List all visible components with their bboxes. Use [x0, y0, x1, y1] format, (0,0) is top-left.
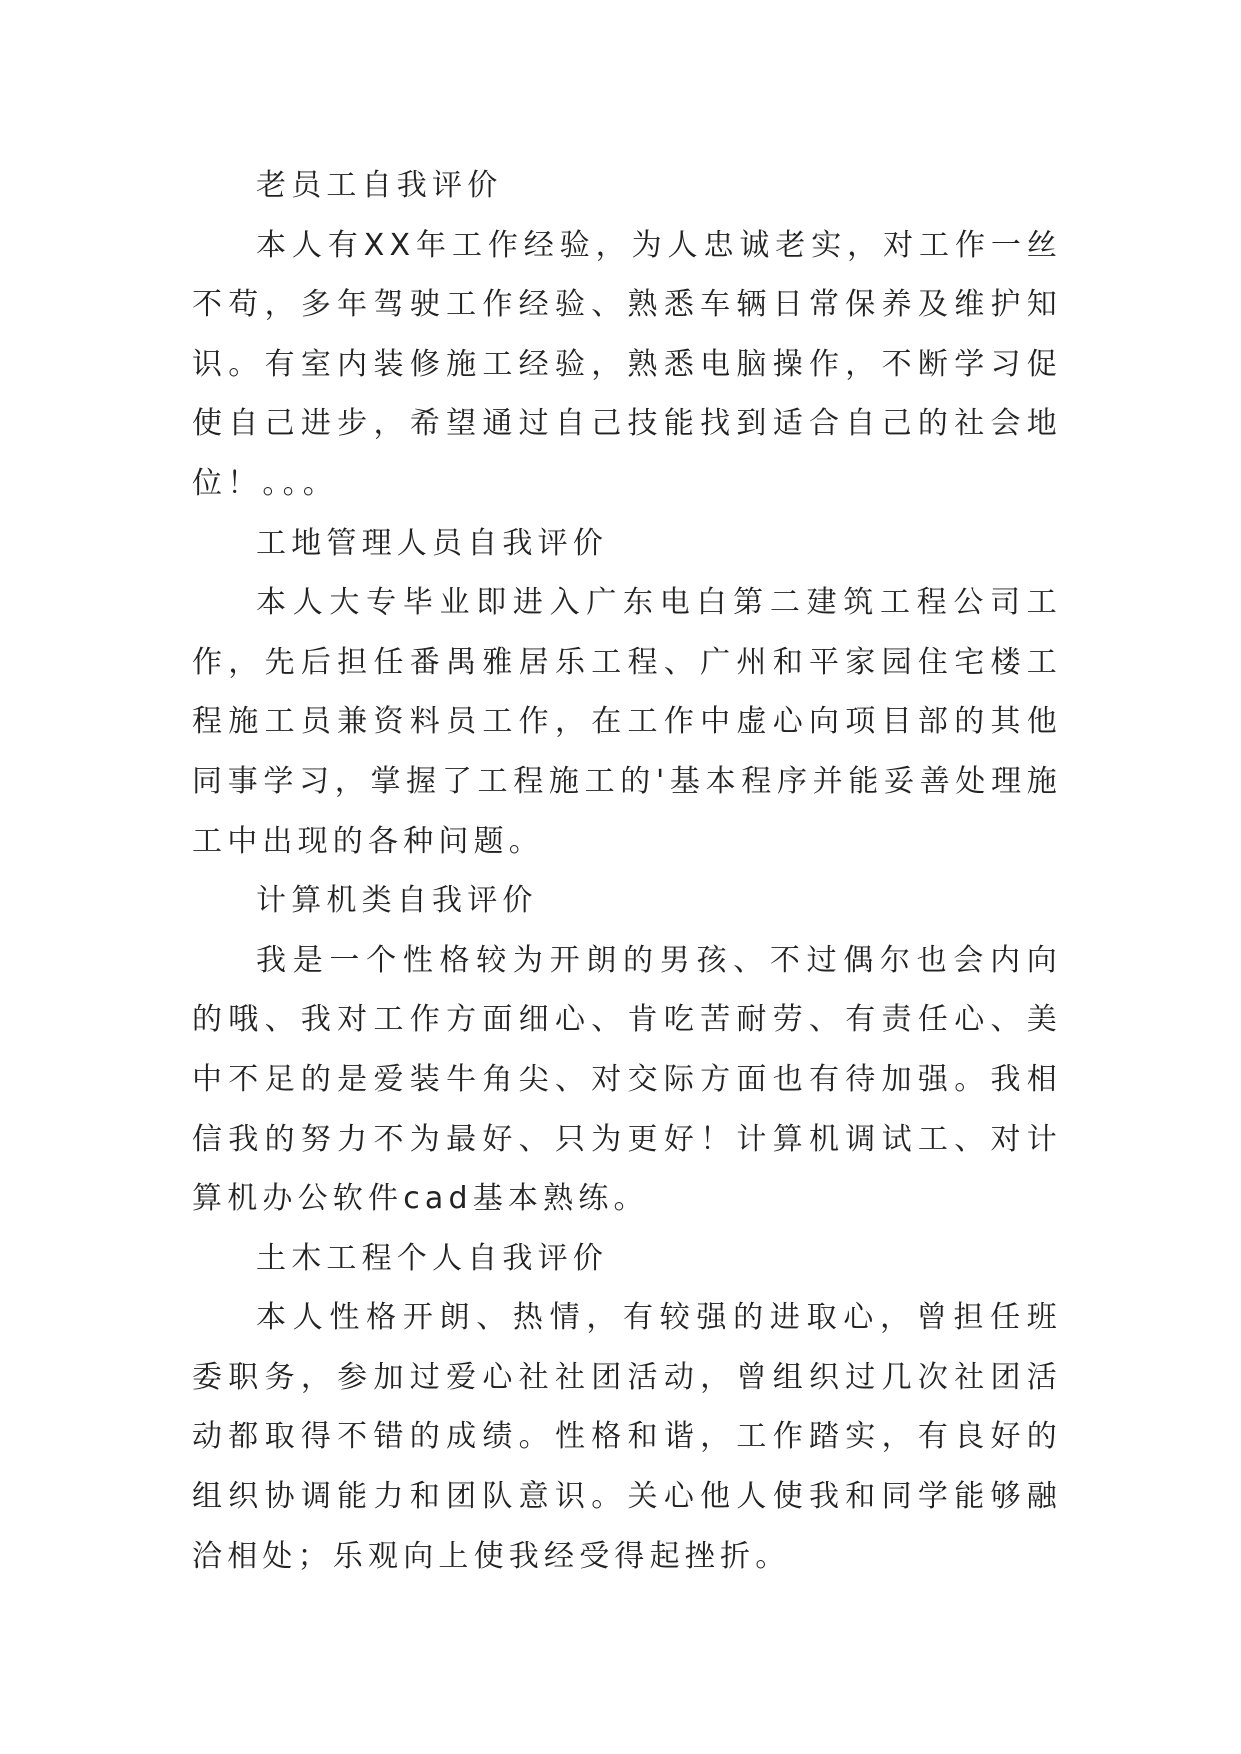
section-heading-computer: 计算机类自我评价: [256, 883, 538, 919]
section-body-civil-engineering: 本人性格开朗、热情，有较强的进取心，曾担任班委职务，参加过爱心社社团活动，曾组织过几次社团活动都取得不错的成绩。性格和谐，工作踏实，有良好的组织协调能力和团队意识。关心他人使我和同学能够融洽相处；乐观向上使我经受得起挫折。: [192, 1300, 1062, 1574]
section-heading-senior-employee: 老员工自我评价: [256, 168, 503, 203]
document-page: [192, 156, 1062, 1586]
section-body-computer: 我是一个性格较为开朗的男孩、不过偶尔也会内向的哦、我对工作方面细心、肯吃苦耐劳、有责任心、美中不足的是爱装牛角尖、对交际方面也有待加强。我相信我的努力不为最好、只为更好！计算机调试工、对计算机办公软件cad基本熟练。: [192, 942, 1062, 1217]
section-body-senior-employee: 本人有XX年工作经验，为人忠诚老实，对工作一丝不苟，多年驾驶工作经验、熟悉车辆日常保养及维护知识。有室内装修施工经验，熟悉电脑操作，不断学习促使自己进步，希望通过自己技能找到适合自己的社会地位！。。。: [192, 227, 1062, 501]
section-heading-civil-engineering: 土木工程个人自我评价: [256, 1240, 608, 1276]
section-heading-site-manager: 工地管理人员自我评价: [256, 525, 608, 561]
section-body-site-manager: 本人大专毕业即进入广东电白第二建筑工程公司工作，先后担任番禺雅居乐工程、广州和平家园住宅楼工程施工员兼资料员工作，在工作中虚心向项目部的其他同事学习，掌握了工程施工的'基本程序并能妥善处理施工中出现的各种问题。: [192, 585, 1062, 859]
